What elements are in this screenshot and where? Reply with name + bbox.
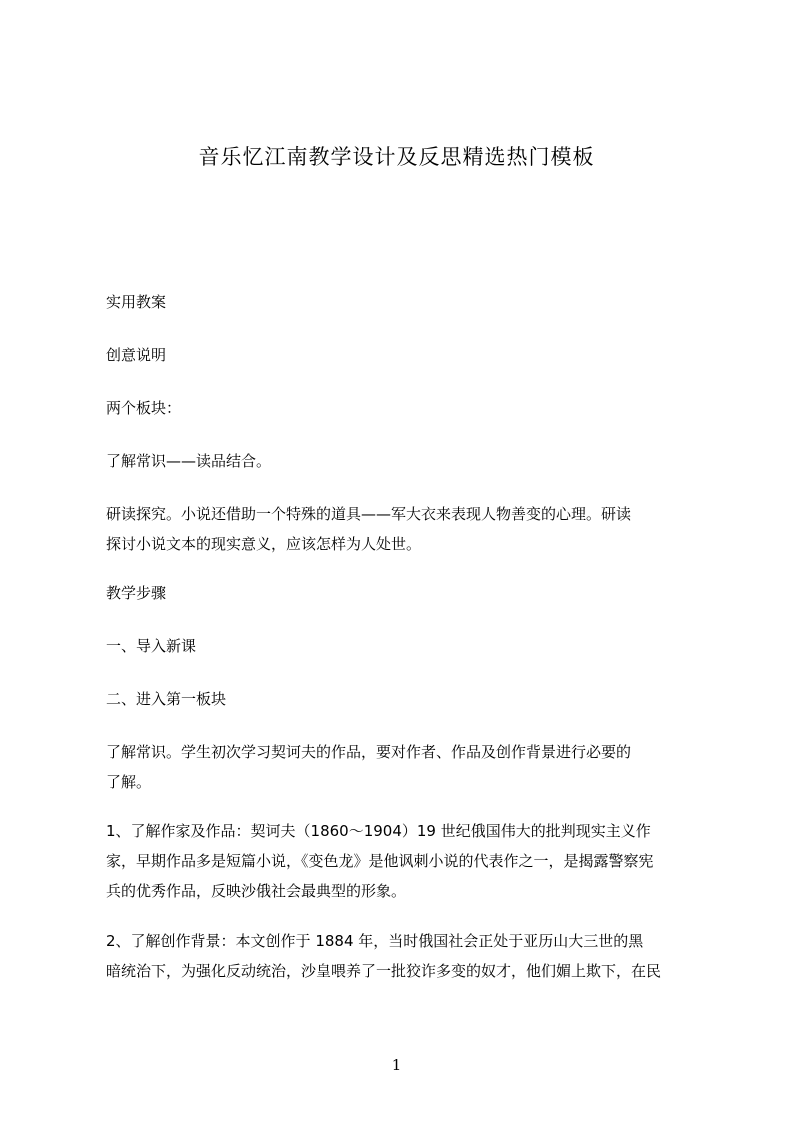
paragraph-study-explore xyxy=(106,499,706,559)
paragraph-first-section xyxy=(106,684,706,714)
paragraph-background xyxy=(106,926,706,986)
text-line: 了解常识——读品结合。 xyxy=(106,452,272,470)
page-number: 1 xyxy=(391,1056,402,1074)
text-line: 实用教案 xyxy=(106,293,167,311)
paragraph-practical-plan xyxy=(106,287,706,317)
text-line: 二、进入第一板块 xyxy=(106,690,227,708)
text-line: 研读探究。小说还借助一个特殊的道具——军大衣来表现人物善变的心理。研读 xyxy=(106,505,632,523)
text-line: 了解。 xyxy=(106,773,152,791)
paragraph-creative-note xyxy=(106,340,706,370)
text-line: 暗统治下，为强化反动统治，沙皇喂养了一批狡诈多变的奴才，他们媚上欺下，在民 xyxy=(106,962,662,980)
paragraph-teaching-steps xyxy=(106,578,706,608)
text-line: 探讨小说文本的现实意义，应该怎样为人处世。 xyxy=(106,535,422,553)
paragraph-two-sections xyxy=(106,393,706,423)
text-line: 1、了解作家及作品：契诃夫（1860～1904）19 世纪俄国伟大的批判现实主义作 xyxy=(106,822,651,840)
paragraph-author-works xyxy=(106,816,706,906)
text-line: 了解常识。学生初次学习契诃夫的作品，要对作者、作品及创作背景进行必要的 xyxy=(106,743,632,761)
document-title: 音乐忆江南教学设计及反思精选热门模板 xyxy=(198,145,595,169)
text-line: 教学步骤 xyxy=(106,584,167,602)
text-line: 两个板块： xyxy=(106,399,182,417)
paragraph-intro-lesson xyxy=(106,631,706,661)
paragraph-understand-knowledge xyxy=(106,446,706,476)
text-line: 创意说明 xyxy=(106,346,167,364)
text-line: 家，早期作品多是短篇小说，《变色龙》是他讽刺小说的代表作之一，是揭露警察宪 xyxy=(106,852,654,870)
paragraph-knowledge-detail xyxy=(106,737,706,797)
text-line: 2、了解创作背景：本文创作于 1884 年，当时俄国社会正处于亚历山大三世的黑 xyxy=(106,932,644,950)
text-line: 一、导入新课 xyxy=(106,637,197,655)
text-line: 兵的优秀作品，反映沙俄社会最典型的形象。 xyxy=(106,882,407,900)
